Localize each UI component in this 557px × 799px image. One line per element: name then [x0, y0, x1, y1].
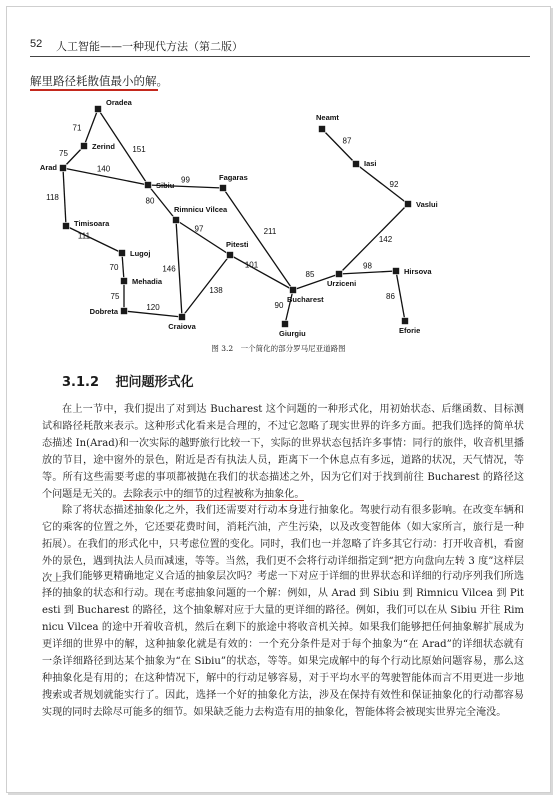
city-rimnicu — [173, 205, 229, 224]
city-name-label: Giurgiu — [279, 329, 306, 338]
city-marker — [179, 314, 186, 321]
city-marker — [121, 308, 128, 315]
city-name-label: Sibiu — [156, 181, 175, 190]
section-title: 把问题形式化 — [115, 375, 194, 390]
city-marker — [319, 126, 326, 133]
city-eforie — [399, 318, 420, 336]
road-rimnicu-craiova — [176, 220, 182, 317]
road-distance-label: 211 — [263, 227, 277, 236]
road-craiova-pitesti — [182, 255, 230, 317]
city-name-label: Lugoj — [130, 249, 151, 258]
city-name-label: Pitesti — [226, 240, 249, 249]
city-name-label: Iasi — [364, 159, 377, 168]
city-iasi — [353, 159, 377, 168]
road-timisoara-lugoj — [66, 226, 122, 253]
abstraction-definition: 去除表示中的细节的过程被称为抽象化。 — [122, 489, 305, 500]
city-marker — [119, 250, 126, 257]
city-name-label: Fagaras — [219, 173, 248, 182]
road-distance-label: 85 — [305, 270, 315, 279]
city-marker — [393, 268, 400, 275]
city-oradea — [95, 98, 133, 113]
road-distance-label: 70 — [109, 263, 119, 272]
section-number: 3.1.2 — [62, 375, 100, 390]
road-distance-label: 142 — [378, 235, 393, 244]
road-distance-label: 87 — [342, 136, 352, 146]
road-vaslui-iasi — [356, 164, 408, 204]
city-marker — [227, 252, 234, 259]
city-zerind — [81, 142, 116, 151]
road-distance-label: 75 — [59, 149, 68, 158]
city-fagaras — [219, 173, 248, 192]
city-timisoara — [63, 219, 111, 230]
road-distance-label: 98 — [363, 261, 372, 271]
city-marker — [402, 318, 409, 325]
city-lugoj — [119, 249, 151, 258]
city-marker — [353, 161, 360, 168]
city-name-label: Mehadia — [132, 277, 163, 286]
city-sibiu — [145, 181, 175, 190]
road-distance-label: 146 — [162, 264, 176, 274]
book-title: 人工智能——一种现代方法（第二版） — [56, 40, 243, 53]
section-heading — [62, 371, 194, 390]
city-marker — [81, 143, 88, 150]
road-distance-label: 80 — [145, 196, 155, 206]
road-arad-timisoara — [63, 168, 66, 226]
city-name-label: Rimnicu Vilcea — [174, 205, 228, 214]
road-distance-label: 101 — [244, 260, 259, 270]
road-distance-label: 151 — [132, 145, 146, 154]
paragraph-1 — [42, 401, 524, 503]
city-name-label: Arad — [39, 163, 57, 172]
road-urziceni-hirsova — [339, 271, 396, 274]
road-hirsova-eforie — [396, 271, 405, 321]
city-name-label: Craiova — [168, 322, 196, 331]
road-distance-label: 99 — [181, 175, 190, 185]
city-name-label: Oradea — [106, 98, 132, 107]
city-name-label: Bucharest — [287, 295, 324, 304]
figure-caption: 图 3.2 一个简化的部分罗马尼亚道路图 — [211, 344, 346, 353]
city-mehadia — [121, 277, 163, 286]
paragraph-2: 除了将状态描述抽象化之外，我们还需要对行动本身进行抽象化。驾驶行动有很多影响。在改变车辆和它的乘客的位置之外，它还要花费时间，消耗汽油，产生污染，以及改变智能体（如大家所言，旅行是一种拓展）。在我们的形式化中，只考虑位置的变化。同时，我们也一并忽略了许多其它行动：打开收音机，看窗外的景色，遇到执法人员而减速，等等。当然，我们更不会将行动详细指定到“把方向盘向左转 3 度”这样层次上。 — [42, 505, 524, 584]
road-lugoj-mehadia — [122, 253, 124, 281]
paragraph-3: 我们能够更精确地定义合适的抽象层次吗？考虑一下对应于详细的世界状态和详细的行动序列我们所选择的抽象的状态和行动。现在考虑抽象问题的一个解：例如，从 Arad 到 Sibiu 到 Rimnicu Vilcea 到 Pitesti 到 Bucharest 的路径，这个抽象解对应于大量的更详细的路径。例如，我们可以在从 Sibiu 开往 Rimnicu Vilcea 的途中开着收音机，然后在剩下的旅途中将收音机关掉。如果我们能够把任何抽象解扩展成为更详细的世界中的解，这种抽象化就是有效的：一个充分条件是对于每个抽象为“在 Arad”的详细状态就有一条详细路径到达某个抽象为“在 Sibiu”的状态，等等。如果完成解中的每个行动比原始问题容易，那么这种抽象化是有用的；在这种情况下，解中的行动足够容易，对于平均水平的驾驶智能体而言不用更进一步地搜索或者规划就能实行了。因此，选择一个好的抽象化方法，涉及在保持有效性和保证抽象化的行动都容易实现的同时去除尽可能多的细节。如果缺乏能力去构造有用的抽象化，智能体将会被现实世界完全淹没。 — [42, 571, 524, 718]
paragraph-1-text: 在上一节中，我们提出了对到达 Bucharest 这个问题的一种形式化，用初始状态、后继函数、目标测试和路径耗散来表示。这种形式化看来是合理的，不过它忽略了现实世界的许多方面。把我们选择的简单状态描述 In(Arad)和一次实际的越野旅行比较一下，实际的世界状态包括许多事情：同行的旅伴，收音机里播放的节目，途中窗外的景色，附近是否有执法人员，距离下一个休息点有多远，道路的状况，天气情况，等等。所有这些需要考虑的事项都被抛在我们的状态描述之外，因为它们对于找到前往 Bucharest 的路径这个问题是无关的。 — [42, 404, 524, 500]
city-name-label: Eforie — [399, 326, 421, 335]
city-marker — [336, 271, 343, 278]
city-marker — [60, 165, 67, 172]
city-giurgiu — [279, 321, 306, 339]
city-marker — [290, 287, 297, 294]
city-marker — [95, 106, 102, 113]
city-name-label: Zerind — [92, 142, 115, 151]
city-bucharest — [287, 287, 324, 305]
city-vaslui — [405, 200, 438, 209]
road-pitesti-bucharest — [230, 255, 293, 290]
road-urziceni-vaslui — [339, 204, 408, 274]
city-name-label: Urziceni — [327, 279, 357, 288]
city-marker — [405, 201, 412, 208]
city-neamt — [316, 113, 339, 133]
running-header — [30, 38, 530, 57]
road-iasi-neamt — [322, 129, 356, 164]
city-name-label: Vaslui — [416, 200, 438, 209]
road-distance-label: 120 — [146, 303, 160, 312]
road-distance-label: 118 — [46, 193, 59, 202]
page-number: 52 — [30, 38, 43, 50]
city-name-label: Neamt — [316, 113, 339, 122]
lead-text: 解里路径耗散值最小的解。 — [30, 74, 168, 88]
road-distance-label: 138 — [209, 286, 223, 295]
road-distance-label: 111 — [77, 231, 91, 241]
city-marker — [121, 278, 128, 285]
road-oradea-zerind — [84, 109, 98, 146]
road-fagaras-bucharest — [223, 188, 293, 290]
city-marker — [63, 223, 70, 230]
romania-road-map — [30, 98, 490, 338]
road-distance-label: 75 — [110, 292, 120, 301]
city-hirsova — [393, 267, 433, 276]
city-dobreta — [90, 307, 128, 316]
road-distance-label: 97 — [194, 224, 204, 234]
city-marker — [173, 217, 180, 224]
city-name-label: Hirsova — [404, 267, 432, 276]
city-marker — [282, 321, 289, 328]
road-distance-label: 140 — [96, 164, 111, 174]
city-name-label: Dobreta — [89, 307, 118, 316]
city-pitesti — [226, 240, 249, 259]
city-marker — [145, 182, 152, 189]
city-name-label: Timisoara — [74, 219, 110, 228]
road-distance-label: 71 — [72, 123, 82, 133]
road-distance-label: 86 — [386, 292, 395, 301]
road-distance-label: 90 — [274, 301, 284, 310]
city-marker — [220, 185, 227, 192]
lead-highlight-underline — [30, 89, 158, 91]
road-distance-label: 92 — [389, 180, 399, 189]
city-arad — [40, 163, 67, 172]
